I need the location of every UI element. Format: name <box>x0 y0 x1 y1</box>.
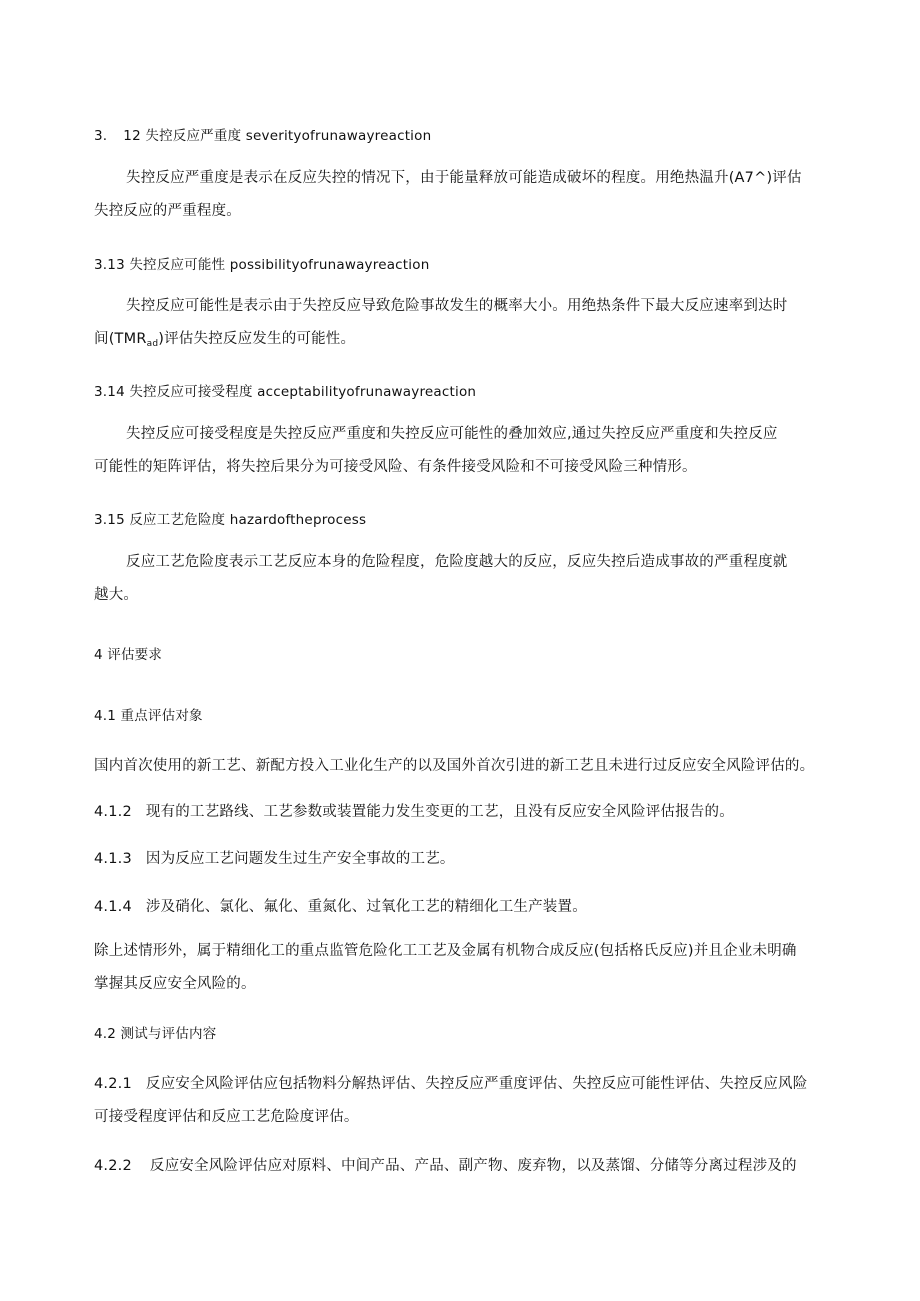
item-4-1-2-number: 4.1.2 <box>94 804 132 820</box>
section-4-1-paragraph-2-line-1: 除上述情形外，属于精细化工的重点监管危险化工工艺及金属有机物合成反应(包括格氏反应)并且企业未明确 <box>94 943 797 959</box>
item-4-1-4 <box>94 897 587 917</box>
item-4-1-2-text: 现有的工艺路线、工艺参数或装置能力发生变更的工艺，且没有反应安全风险评估报告的。 <box>145 804 734 820</box>
section-3-13-body-line-2-end: )评估失控反应发生的可能性。 <box>158 331 356 347</box>
section-3-12-title: 失控反应严重度 severityofrunawayreaction <box>145 128 432 144</box>
section-3-12-body-line-2: 失控反应的严重程度。 <box>94 203 241 219</box>
section-3-12-number-a: 3. <box>94 128 108 144</box>
item-4-2-1-line-2: 可接受程度评估和反应工艺危险度评估。 <box>94 1109 359 1125</box>
section-3-15-body-line-2: 越大。 <box>94 587 139 603</box>
item-4-2-1-line-1 <box>94 1074 807 1094</box>
item-4-2-2-text: 反应安全风险评估应对原料、中间产品、产品、副产物、废弃物，以及蒸馏、分储等分离过程涉及的 <box>149 1158 797 1174</box>
section-3-15-body-line-1: 反应工艺危险度表示工艺反应本身的危险程度，危险度越大的反应，反应失控后造成事故的严重程度就 <box>126 554 788 570</box>
section-3-13-body-line-1: 失控反应可能性是表示由于失控反应导致危险事故发生的概率大小。用绝热条件下最大反应速率到达时 <box>126 298 788 314</box>
section-3-12-number-b: 12 <box>123 128 141 144</box>
item-4-1-2 <box>94 802 734 822</box>
section-3-15-heading: 3.15 反应工艺危险度 hazardoftheprocess <box>94 512 367 528</box>
section-3-12-body-line-1: 失控反应严重度是表示在反应失控的情况下，由于能量释放可能造成破坏的程度。用绝热温升(A7^)评估 <box>126 170 802 186</box>
section-3-13-body-line-2-start: 间(TMR <box>94 331 147 347</box>
item-4-1-4-number: 4.1.4 <box>94 899 132 915</box>
section-3-14-body-line-2: 可能性的矩阵评估，将失控后果分为可接受风险、有条件接受风险和不可接受风险三种情形。 <box>94 459 697 475</box>
section-4-2-heading: 4.2 测试与评估内容 <box>94 1026 217 1042</box>
section-3-14-heading: 3.14 失控反应可接受程度 acceptabilityofrunawayreaction <box>94 384 477 400</box>
section-4-heading: 4 评估要求 <box>94 647 163 663</box>
section-3-13-body-line-2 <box>94 329 355 354</box>
item-4-1-3-number: 4.1.3 <box>94 851 132 867</box>
item-4-2-2-number: 4.2.2 <box>94 1158 132 1174</box>
item-4-1-3 <box>94 849 455 869</box>
item-4-1-4-text: 涉及硝化、氯化、氟化、重氮化、过氧化工艺的精细化工生产装置。 <box>145 899 587 915</box>
tmr-subscript: ad <box>146 339 159 349</box>
item-4-2-2-line-1 <box>94 1156 797 1176</box>
section-3-12-heading <box>94 126 431 146</box>
section-4-1-heading: 4.1 重点评估对象 <box>94 708 203 724</box>
section-3-13-heading: 3.13 失控反应可能性 possibilityofrunawayreaction <box>94 257 430 273</box>
item-4-1-3-text: 因为反应工艺问题发生过生产安全事故的工艺。 <box>145 851 455 867</box>
section-4-1-paragraph-2-line-2: 掌握其反应安全风险的。 <box>94 976 256 992</box>
item-4-2-1-number: 4.2.1 <box>94 1076 132 1092</box>
section-3-14-body-line-1: 失控反应可接受程度是失控反应严重度和失控反应可能性的叠加效应,通过失控反应严重度和失控反应 <box>126 426 778 442</box>
item-4-2-1-text: 反应安全风险评估应包括物料分解热评估、失控反应严重度评估、失控反应可能性评估、失控反应风险 <box>145 1076 808 1092</box>
section-4-1-paragraph-1: 国内首次使用的新工艺、新配方投入工业化生产的以及国外首次引进的新工艺且未进行过反应安全风险评估的。 <box>94 758 815 774</box>
